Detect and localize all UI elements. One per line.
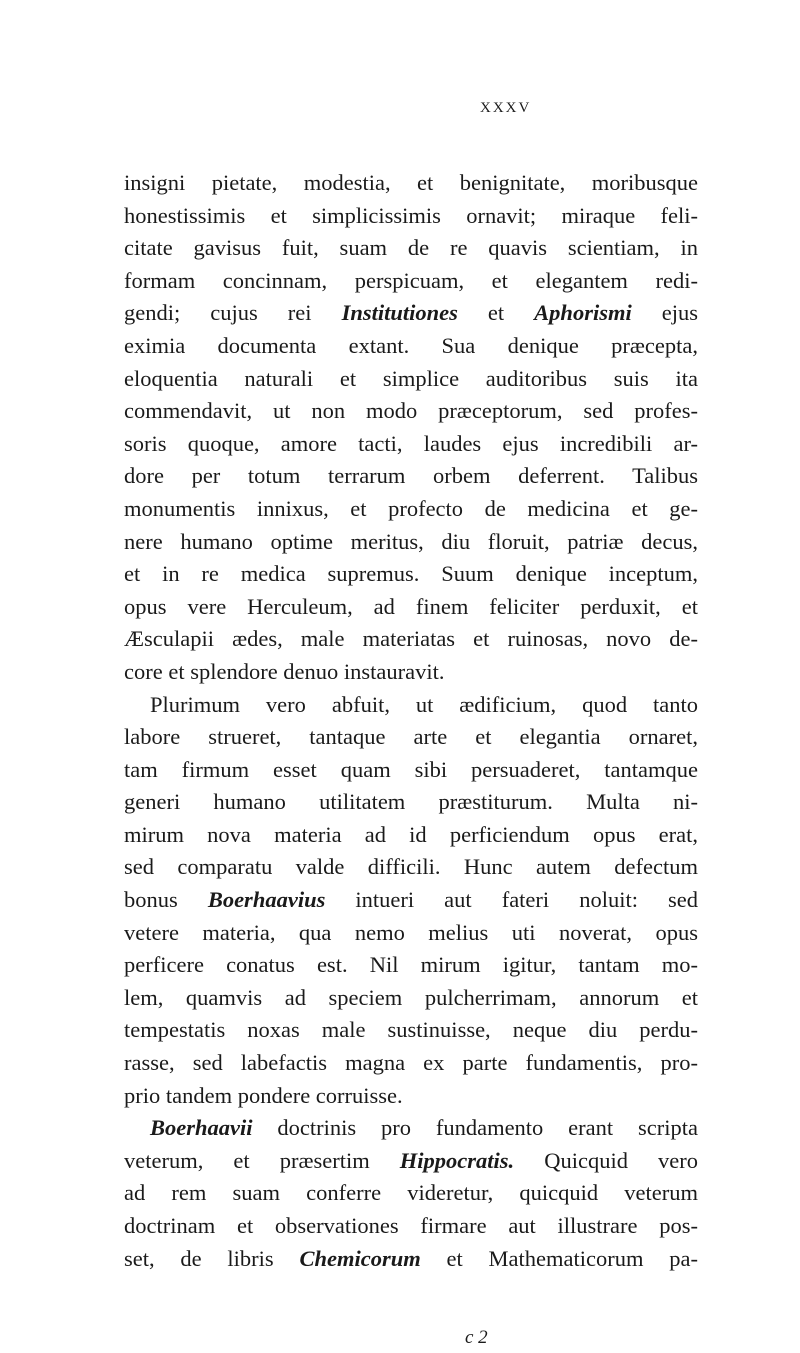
text-line: [124, 1047, 698, 1080]
text-segment: Quicquid vero: [514, 1147, 698, 1173]
text-segment: formam concinnam, perspicuam, et elegantem redi-: [124, 267, 698, 293]
text-segment: generi humano utilitatem præstiturum. Multa ni-: [124, 789, 698, 815]
text-line: [124, 526, 698, 559]
text-segment: set, de libris: [124, 1245, 300, 1271]
text-line: [124, 656, 698, 689]
italic-name: Hippocratis.: [399, 1147, 515, 1173]
text-line: [124, 754, 698, 787]
text-line: [124, 1243, 698, 1276]
text-segment: labore strueret, tantaque arte et elegantia ornaret,: [124, 724, 698, 750]
text-line: [124, 623, 698, 656]
text-segment: vetere materia, qua nemo melius uti noverat, opus: [124, 919, 698, 945]
text-line: [124, 591, 698, 624]
text-segment: soris quoque, amore tacti, laudes ejus incredibili ar-: [124, 430, 698, 456]
text-segment: gendi; cujus rei: [124, 300, 342, 326]
text-segment: ad rem suam conferre videretur, quicquid veterum: [124, 1180, 698, 1206]
italic-name: Chemicorum: [299, 1245, 421, 1271]
text-segment: lem, quamvis ad speciem pulcherrimam, annorum et: [124, 984, 698, 1010]
text-segment: ejus: [631, 300, 698, 326]
text-line: [124, 1210, 698, 1243]
text-segment: doctrinis pro fundamento erant scripta: [252, 1115, 698, 1141]
text-segment: insigni pietate, modestia, et benignitate, moribusque: [124, 170, 698, 195]
text-line: [124, 786, 698, 819]
text-segment: mirum nova materia ad id perficiendum opus erat,: [124, 821, 698, 847]
text-line: [124, 1145, 698, 1178]
text-line: [124, 167, 698, 200]
text-segment: Æsculapii ædes, male materiatas et ruinosas, novo de-: [124, 626, 698, 652]
text-line: [124, 819, 698, 852]
text-line: [124, 330, 698, 363]
text-segment: eximia documenta extant. Sua denique præcepta,: [124, 332, 698, 358]
text-line: [124, 1177, 698, 1210]
text-line: [124, 428, 698, 461]
signature-mark: c 2: [465, 1327, 488, 1348]
text-segment: opus vere Herculeum, ad finem feliciter perduxit, et: [124, 593, 698, 619]
text-segment: tam firmum esset quam sibi persuaderet, tantamque: [124, 756, 698, 782]
italic-name: Boerhaavius: [207, 887, 326, 913]
text-line: [124, 1014, 698, 1047]
text-segment: bonus: [124, 887, 208, 913]
text-segment: perficere conatus est. Nil mirum igitur, tantam mo-: [124, 952, 698, 978]
text-line: [124, 1112, 698, 1145]
text-line: [124, 297, 698, 330]
text-segment: tempestatis noxas male sustinuisse, neque diu perdu-: [124, 1017, 698, 1043]
text-segment: commendavit, ut non modo præceptorum, sed profes-: [124, 398, 698, 424]
text-line: [124, 232, 698, 265]
body-text: [124, 167, 698, 1275]
italic-name: Boerhaavii: [150, 1115, 253, 1141]
text-line: [124, 851, 698, 884]
italic-name: Institutiones: [341, 300, 458, 326]
text-line: [124, 265, 698, 298]
text-segment: prio tandem pondere corruisse.: [124, 1082, 403, 1108]
text-line: [124, 395, 698, 428]
text-segment: citate gavisus fuit, suam de re quavis scientiam, in: [124, 235, 698, 261]
text-segment: honestissimis et simplicissimis ornavit; miraque feli-: [124, 202, 698, 228]
text-segment: Plurimum vero abfuit, ut ædificium, quod tanto: [150, 691, 698, 717]
text-line: [124, 493, 698, 526]
text-line: [124, 884, 698, 917]
text-segment: core et splendore denuo instauravit.: [124, 658, 445, 684]
page-number: XXXV: [480, 100, 532, 116]
text-line: [124, 721, 698, 754]
text-segment: dore per totum terrarum orbem deferrent. Talibus: [124, 463, 698, 489]
text-line: [124, 689, 698, 722]
text-segment: et in re medica supremus. Suum denique inceptum,: [124, 561, 698, 587]
text-segment: sed comparatu valde difficili. Hunc autem defectum: [124, 854, 698, 880]
text-segment: intueri aut fateri noluit: sed: [325, 887, 698, 913]
text-line: [124, 200, 698, 233]
text-line: [124, 558, 698, 591]
text-segment: veterum, et præsertim: [124, 1147, 400, 1173]
text-segment: eloquentia naturali et simplice auditoribus suis ita: [124, 365, 698, 391]
text-segment: monumentis innixus, et profecto de medicina et ge-: [124, 495, 698, 521]
text-segment: nere humano optime meritus, diu floruit, patriæ decus,: [124, 528, 698, 554]
text-line: [124, 949, 698, 982]
text-line: [124, 460, 698, 493]
text-segment: rasse, sed labefactis magna ex parte fundamentis, pro-: [124, 1050, 698, 1076]
text-line: [124, 1080, 698, 1113]
text-line: [124, 982, 698, 1015]
text-segment: et Mathematicorum pa-: [420, 1245, 698, 1271]
text-segment: doctrinam et observationes firmare aut illustrare pos-: [124, 1213, 698, 1238]
text-line: [124, 363, 698, 396]
text-line: [124, 917, 698, 950]
italic-name: Aphorismi: [534, 300, 632, 326]
text-segment: et: [457, 300, 535, 326]
